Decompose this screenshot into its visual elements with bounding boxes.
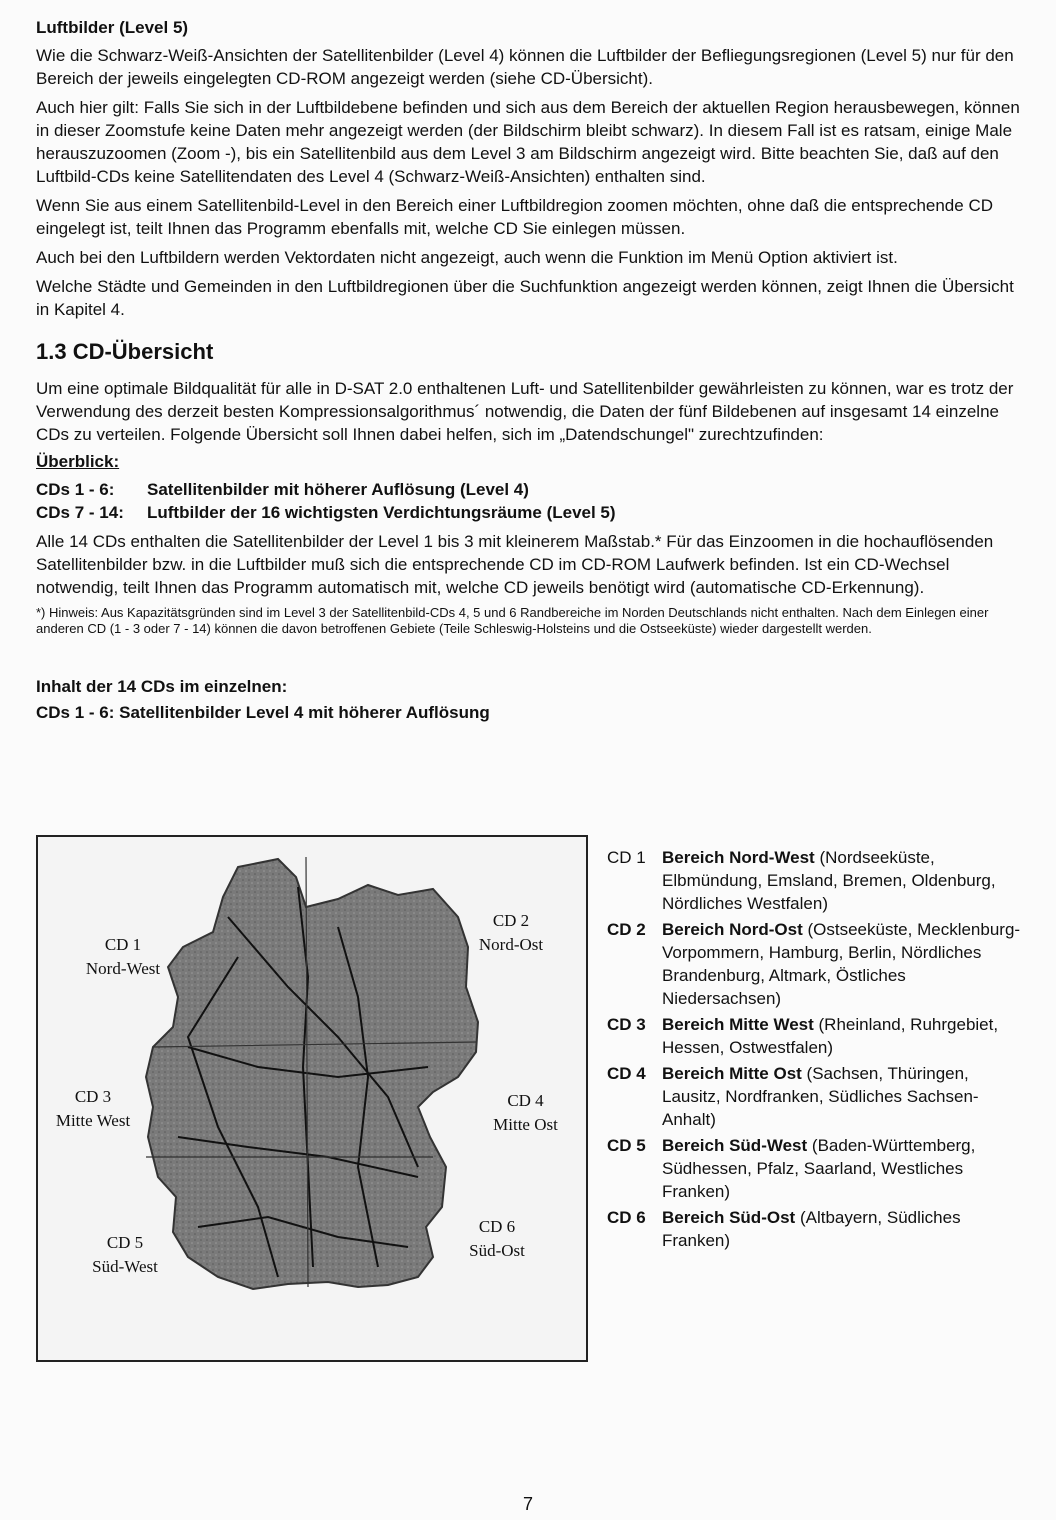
cd-number: CD 6 <box>607 1208 646 1227</box>
luftbilder-paragraph-4: Auch bei den Luftbildern werden Vektordaten nicht angezeigt, auch wenn die Funktion im Menü Option aktiviert ist. <box>36 248 898 267</box>
footnote: *) Hinweis: Aus Kapazitätsgründen sind im Level 3 der Satellitenbild-CDs 4, 5 und 6 Randbereiche im Norden Deutschlands nicht enthalten. Nach dem Einlegen einer anderen CD (1 - 3 oder 7 - 14) können die davon betroffenen Gebiete (Teile Schleswig-Holsteins und die Ostseeküste) wieder dargestellt werden. <box>36 605 989 636</box>
luftbilder-paragraph-3: Wenn Sie aus einem Satellitenbild-Level in den Bereich einer Luftbildregion zoomen möchten, ohne daß die entsprechende CD eingelegt ist, teilt Ihnen das Programm ebenfalls mit, welche CD Sie einlegen müssen. <box>36 196 993 238</box>
germany-cd-map <box>36 835 588 1362</box>
cd-list-item-1 <box>607 846 1027 915</box>
map-label-region: Mitte Ost <box>493 1115 558 1134</box>
luftbilder-paragraph-5: Welche Städte und Gemeinden in den Luftbildregionen über die Suchfunktion angezeigt werden können, zeigt Ihnen die Übersicht in Kapitel 4. <box>36 277 1014 319</box>
map-label-cd: CD 5 <box>106 1233 144 1252</box>
cd-title: Bereich Nord-Ost <box>662 920 803 939</box>
cd-uebersicht-heading: 1.3 CD-Übersicht <box>36 339 214 364</box>
overview-line-2 <box>36 501 1021 524</box>
map-label-region: Mitte West <box>55 1111 131 1130</box>
map-label-region: Süd-West <box>92 1257 158 1276</box>
cd-list-item-6 <box>607 1206 1027 1252</box>
cd-title: Bereich Mitte Ost <box>662 1064 802 1083</box>
map-label-cd: CD 2 <box>492 911 530 930</box>
map-label-cd: CD 6 <box>478 1217 516 1236</box>
map-label-region: Nord-West <box>85 959 161 978</box>
cd-description: (Sachsen, Thüringen, Lausitz, Nordfranken, Südliches Sachsen-Anhalt) <box>662 1064 979 1129</box>
cd-title: Bereich Nord-West <box>662 848 815 867</box>
map-label-cd2 <box>466 909 556 957</box>
cd-description: (Rheinland, Ruhrgebiet, Hessen, Ostwestfalen) <box>662 1015 999 1057</box>
overview-line-value: Satellitenbilder mit höherer Auflösung (Level 4) <box>147 480 529 499</box>
luftbilder-heading: Luftbilder (Level 5) <box>36 18 189 37</box>
map-label-cd1 <box>78 933 168 981</box>
cd-title: Bereich Süd-Ost <box>662 1208 796 1227</box>
cd-description: (Baden-Württemberg, Südhessen, Pfalz, Saarland, Westliches Franken) <box>662 1136 976 1201</box>
cd-number: CD 1 <box>607 848 646 867</box>
all-cds-paragraph: Alle 14 CDs enthalten die Satellitenbilder der Level 1 bis 3 mit kleinerem Maßstab.* Für das Einzoomen in die hochauflösenden Satellitenbilder bzw. in die Luftbilder muß sich die entsprechende CD im CD-ROM Laufwerk befinden. Ist ein CD-Wechsel notwendig, teilt Ihnen das Programm automatisch mit, welche CD jeweils benötigt wird (automatische CD-Erkennung). <box>36 532 994 597</box>
cd-number: CD 3 <box>607 1015 646 1034</box>
page-number: 7 <box>522 1494 533 1514</box>
map-label-cd: CD 4 <box>507 1091 544 1110</box>
map-label-cd4 <box>478 1089 573 1137</box>
overview-line-key: CDs 7 - 14: <box>36 503 124 522</box>
cd-title: Bereich Mitte West <box>662 1015 814 1034</box>
overview-line-1 <box>36 478 1021 501</box>
ueberblick-label: Überblick: <box>36 452 120 471</box>
luftbilder-paragraph-2: Auch hier gilt: Falls Sie sich in der Luftbildebene befinden und sich aus dem Bereich der aktuellen Region herausbewegen, können in dieser Zoomstufe keine Daten mehr angezeigt werden (der Bildschirm bleibt schwarz). In diesem Fall ist es ratsam, einige Male herauszuzoomen (Zoom -), bis ein Satellitenbild aus dem Level 3 am Bildschirm angezeigt wird. Bitte beachten Sie, daß auf den Luftbild-CDs keine Satellitendaten des Level 4 (Schwarz-Weiß-Ansichten) enthalten sind. <box>36 98 1020 186</box>
cd-list-item-5 <box>607 1134 1027 1203</box>
map-label-cd: CD 1 <box>104 935 142 954</box>
cd-intro-paragraph: Um eine optimale Bildqualität für alle in D-SAT 2.0 enthaltenen Luft- und Satellitenbilder gewährleisten zu können, war es trotz der Verwendung des derzeit besten Kompressionsalgorithmus´ notwendig, die Daten der fünf Bildebenen auf insgesamt 14 einzelne CDs zu verteilen. Folgende Übersicht soll Ihnen dabei helfen, sich im „Datendschungel" zurechtzufinden: <box>36 379 1014 444</box>
map-label-cd5 <box>80 1231 170 1279</box>
cd-description: (Altbayern, Südliches Franken) <box>662 1208 961 1250</box>
map-label-cd6 <box>452 1215 542 1263</box>
inhalt-heading: Inhalt der 14 CDs im einzelnen: <box>36 677 288 696</box>
map-label-cd3 <box>43 1085 143 1133</box>
cd-number: CD 2 <box>607 920 646 939</box>
cd-description-list <box>607 846 1027 1255</box>
cd-description: (Nordseeküste, Elbmündung, Emsland, Bremen, Oldenburg, Nördliches Westfalen) <box>662 848 996 913</box>
cd-list-item-2 <box>607 918 1027 1010</box>
document-page <box>36 18 1021 731</box>
luftbilder-paragraph-1: Wie die Schwarz-Weiß-Ansichten der Satellitenbilder (Level 4) können die Luftbilder der Befliegungsregionen (Level 5) nur für den Bereich der jeweils eingelegten CD-ROM angezeigt werden (siehe CD-Übersicht). <box>36 46 1014 88</box>
cds-1-6-subheading: CDs 1 - 6: Satellitenbilder Level 4 mit höherer Auflösung <box>36 703 490 722</box>
cd-number: CD 4 <box>607 1064 646 1083</box>
cd-number: CD 5 <box>607 1136 646 1155</box>
cd-list-item-4 <box>607 1062 1027 1131</box>
map-label-region: Nord-Ost <box>478 935 544 954</box>
map-label-region: Süd-Ost <box>469 1241 525 1260</box>
cd-description: (Ostseeküste, Mecklenburg-Vorpommern, Hamburg, Berlin, Nördliches Brandenburg, Altmark, Östliches Niedersachsen) <box>662 920 1021 1008</box>
cd-title: Bereich Süd-West <box>662 1136 808 1155</box>
map-label-cd: CD 3 <box>74 1087 112 1106</box>
overview-line-key: CDs 1 - 6: <box>36 480 115 499</box>
cd-list-item-3 <box>607 1013 1027 1059</box>
overview-line-value: Luftbilder der 16 wichtigsten Verdichtungsräume (Level 5) <box>147 503 616 522</box>
